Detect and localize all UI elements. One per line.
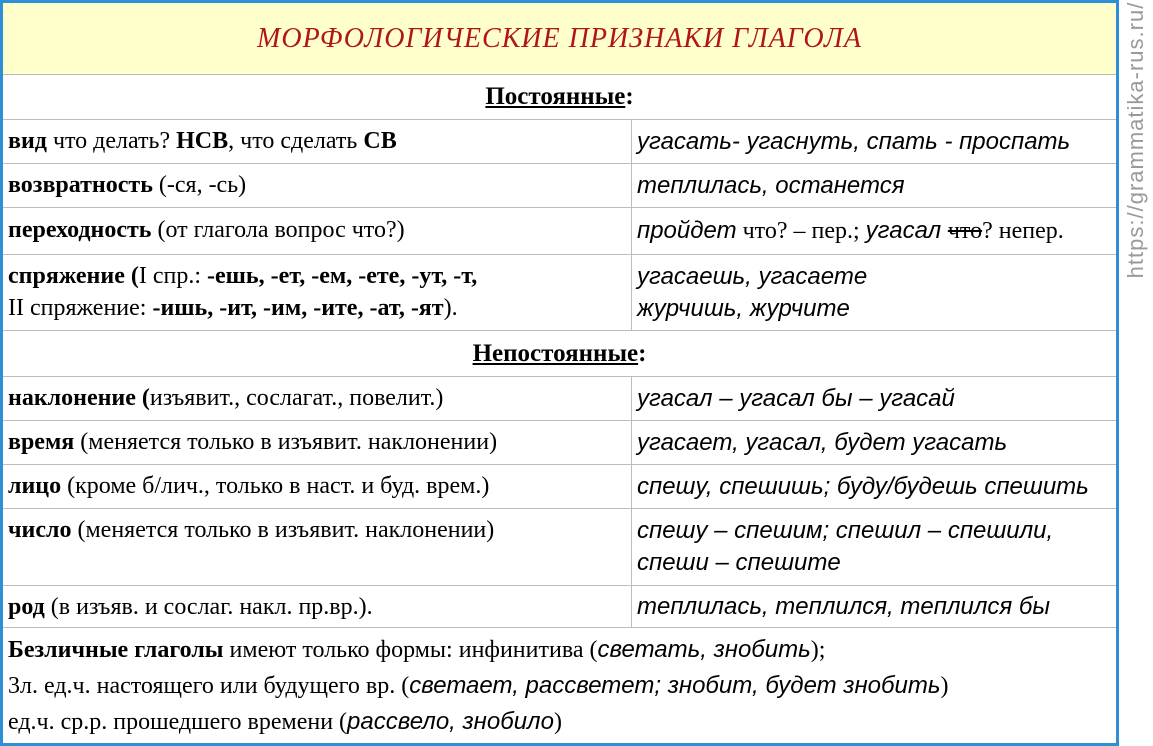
table-row-litso	[3, 465, 1116, 509]
section-constant-label: Постоянные	[485, 83, 626, 110]
feature-term: переходность	[8, 217, 152, 243]
example-cell: угасал – угасал бы – угасай	[637, 385, 955, 412]
feature-cell: спряжение (I спр.: -ешь, -ет, -ем, -ете, -ут, -т, II спряжение: -ишь, -ит, -им, -ите, -ат, -ят).	[8, 263, 478, 321]
page-title: МОРФОЛОГИЧЕСКИЕ ПРИЗНАКИ ГЛАГОЛА	[3, 3, 1116, 75]
feature-term: возвратность	[8, 172, 153, 198]
table-row-vremya	[3, 421, 1116, 465]
table-row-nakl	[3, 377, 1116, 421]
feature-cell: время (меняется только в изъявит. наклонении)	[8, 429, 498, 455]
section-variable: Непостоянные :	[3, 332, 1116, 377]
watermark-text: https://grammatika-rus.ru/	[1123, 1, 1148, 279]
example-cell: спешу, спешишь; буду/будешь спешить	[637, 473, 1089, 500]
example-cell: пройдет что? – пер.; угасал что? непер.	[637, 217, 1064, 244]
feature-term: наклонение	[8, 385, 136, 411]
table-row-vozvr	[3, 164, 1116, 208]
watermark	[1119, 0, 1153, 746]
example-cell: теплилась, останется	[637, 172, 905, 199]
table-row-spr	[3, 255, 1116, 331]
feature-term: время	[8, 429, 75, 455]
impersonal-verbs-note: Безличные глаголы имеют только формы: инфинитива (светать, знобить); 3л. ед.ч. настоящего или будущего вр. (светает, рассветет; знобит, будет знобить) ед.ч. ср.р. прошедшего времени (рассвело, знобило)	[3, 628, 1116, 743]
table-row-rod	[3, 586, 1116, 628]
feature-cell: вид что делать? НСВ, что сделать СВ	[8, 128, 397, 154]
feature-term: число	[8, 517, 72, 543]
table-row-vid	[3, 120, 1116, 164]
example-cell: угасает, угасал, будет угасать	[637, 429, 1008, 456]
example-cell: спешу – спешим; спешил – спешили, спеши – спешите	[637, 517, 1054, 576]
section-constant: Постоянные :	[3, 75, 1116, 120]
feature-cell: наклонение (изъявит., сослагат., повелит.)	[8, 385, 444, 411]
table-row-chislo	[3, 509, 1116, 586]
feature-term: вид	[8, 128, 47, 154]
example-cell: угасаешь, угасаете журчишь, журчите	[637, 263, 868, 322]
feature-cell: число (меняется только в изъявит. наклонении)	[8, 517, 495, 543]
feature-cell: возвратность (-ся, -сь)	[8, 172, 247, 198]
feature-term: лицо	[8, 473, 62, 499]
feature-cell: лицо (кроме б/лич., только в наст. и буд. врем.)	[8, 473, 490, 499]
feature-cell: род (в изъяв. и сослаг. накл. пр.вр.).	[8, 594, 373, 620]
table-row-perekh	[3, 208, 1116, 255]
feature-term: род	[8, 594, 45, 620]
example-cell: теплилась, теплился, теплился бы	[637, 593, 1051, 620]
section-variable-label: Непостоянные	[472, 340, 639, 367]
feature-term: спряжение	[8, 263, 125, 289]
example-cell: угасать- угаснуть, спать - проспать	[637, 128, 1071, 155]
feature-cell: переходность (от глагола вопрос что?)	[8, 217, 405, 243]
